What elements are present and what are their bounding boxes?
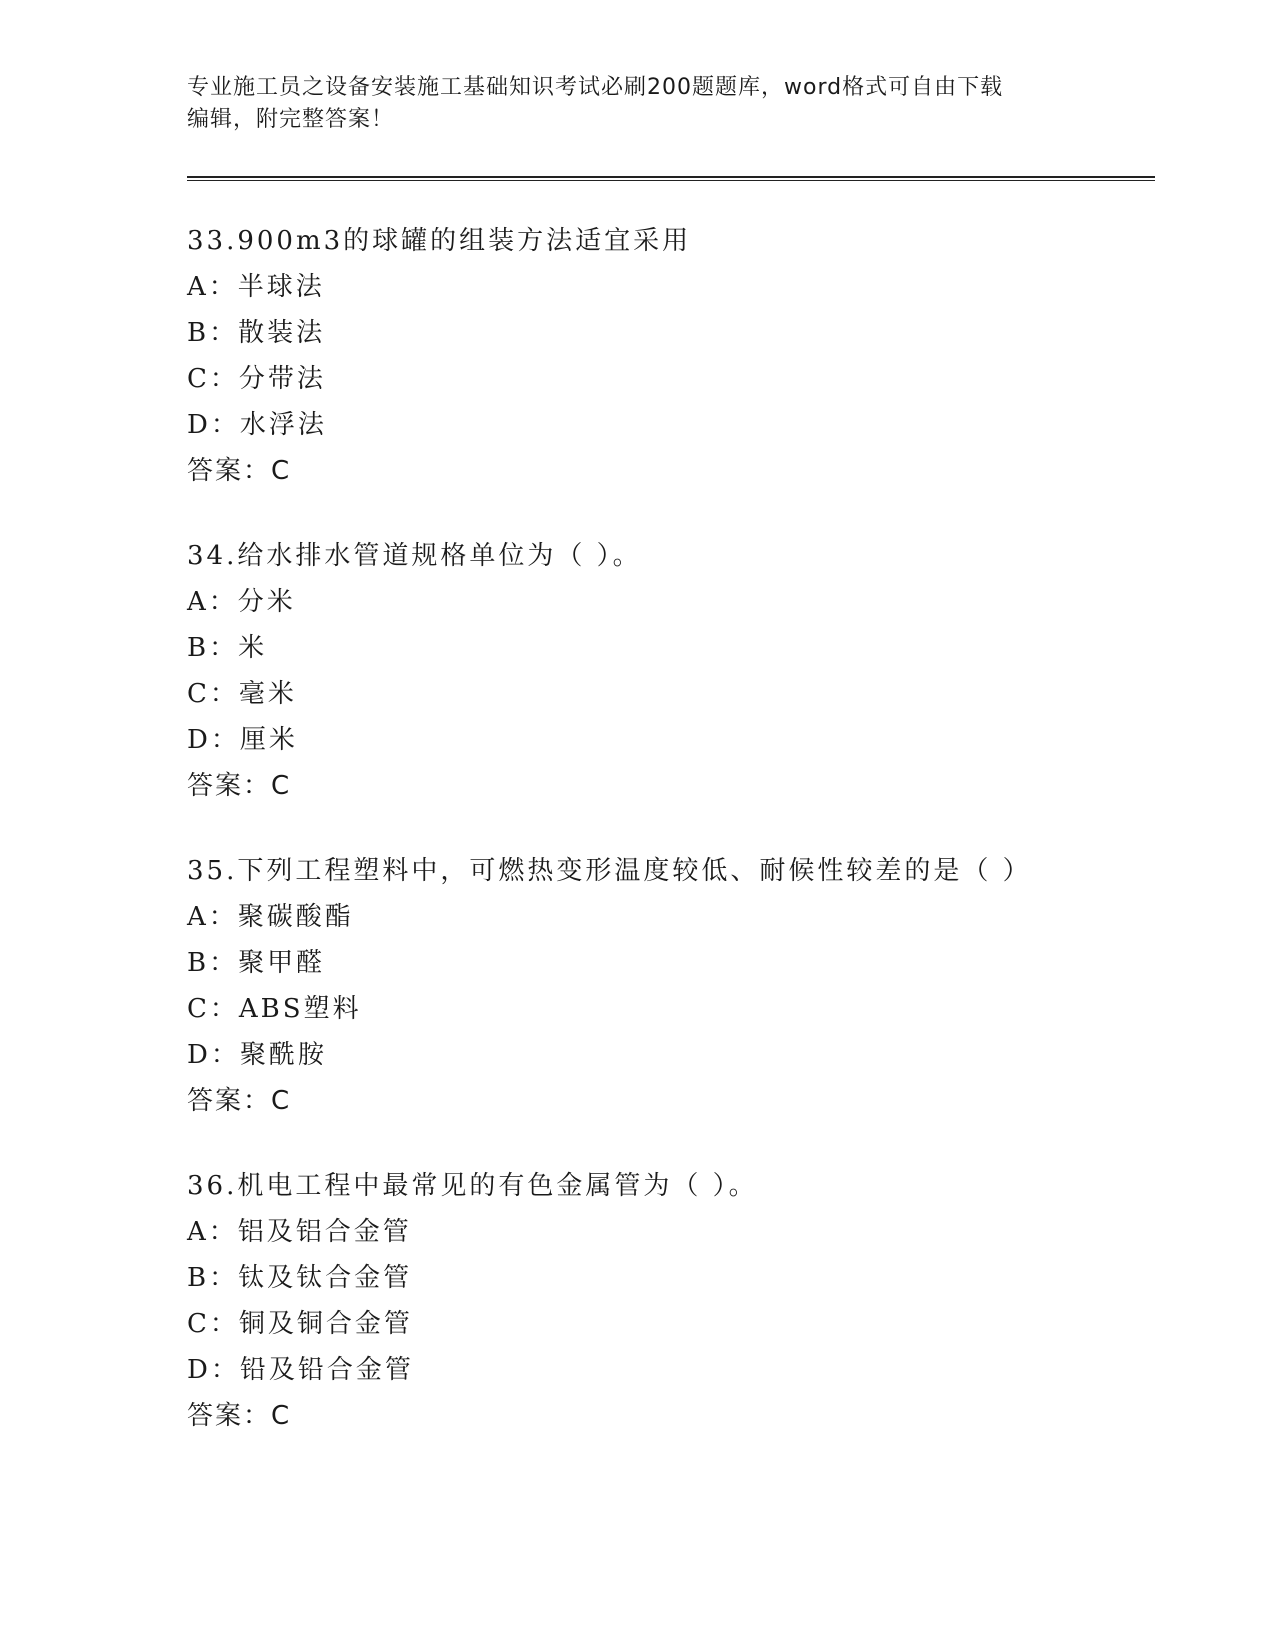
question-stem: 34.给水排水管道规格单位为（ ）。 [187, 541, 642, 571]
question-34 [187, 541, 1167, 817]
question-36 [187, 1171, 1167, 1447]
option-b: B：聚甲醛 [187, 948, 326, 978]
option-c: C：ABS塑料 [187, 994, 362, 1024]
option-b: B：钛及钛合金管 [187, 1263, 413, 1293]
document-header [187, 72, 1087, 136]
option-c: C：铜及铜合金管 [187, 1309, 413, 1339]
option-d: D：厘米 [187, 725, 298, 755]
option-a: A：聚碳酸酯 [187, 902, 354, 932]
answer: 答案：C [187, 1401, 292, 1431]
answer: 答案：C [187, 771, 292, 801]
question-stem: 33.900m3的球罐的组装方法适宜采用 [187, 226, 692, 256]
option-a: A：半球法 [187, 272, 325, 302]
option-d: D：聚酰胺 [187, 1040, 327, 1070]
option-d: D：铅及铅合金管 [187, 1355, 414, 1385]
option-b: B：米 [187, 633, 268, 663]
question-stem: 36.机电工程中最常见的有色金属管为（ ）。 [187, 1171, 758, 1201]
question-35 [187, 856, 1167, 1132]
header-line-1: 专业施工员之设备安装施工基础知识考试必刷200题题库，word格式可自由下载 [187, 75, 1004, 100]
option-a: A：分米 [187, 587, 296, 617]
header-line-2: 编辑，附完整答案！ [187, 107, 395, 132]
answer: 答案：C [187, 456, 292, 486]
question-33 [187, 226, 1167, 502]
option-a: A：铝及铝合金管 [187, 1217, 412, 1247]
option-b: B：散装法 [187, 318, 326, 348]
option-c: C：分带法 [187, 364, 326, 394]
answer: 答案：C [187, 1086, 292, 1116]
option-d: D：水浮法 [187, 410, 327, 440]
option-c: C：毫米 [187, 679, 297, 709]
question-stem: 35.下列工程塑料中，可燃热变形温度较低、耐候性较差的是（ ） [187, 856, 1032, 886]
header-divider [187, 176, 1155, 181]
